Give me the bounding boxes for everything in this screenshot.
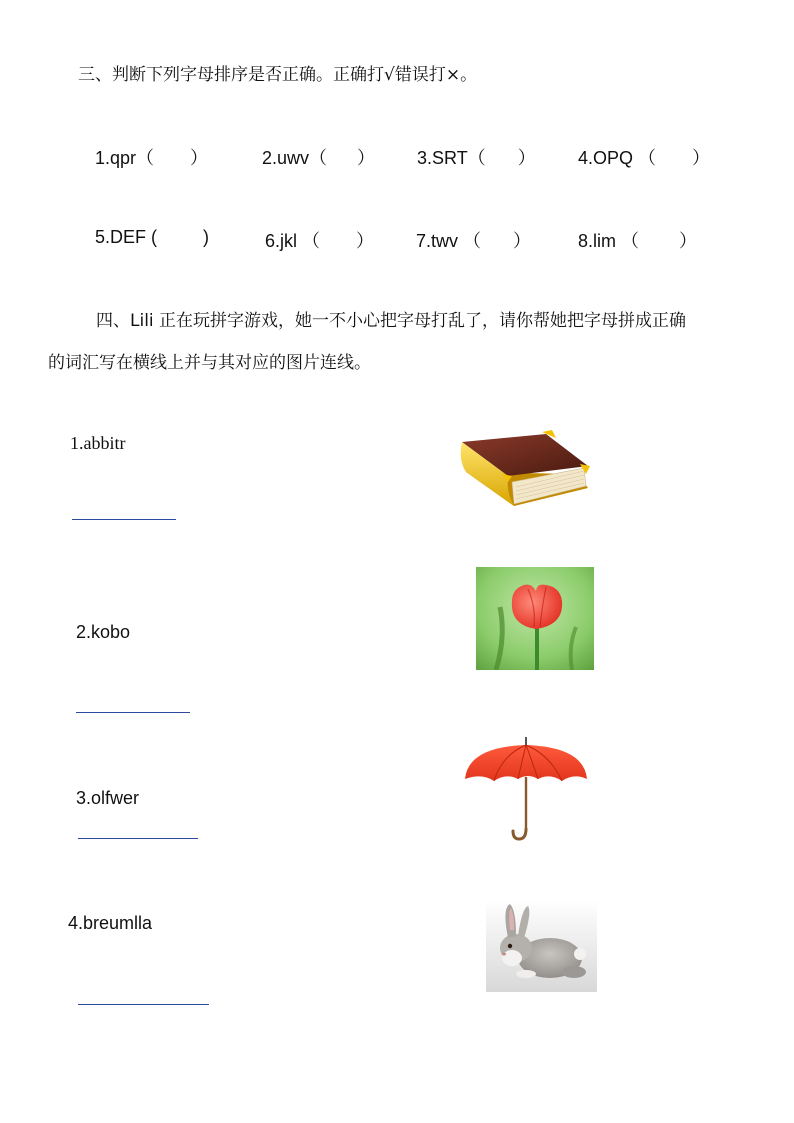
- tulip-icon: [476, 567, 594, 670]
- scrambled-word-3: 3.olfwer: [76, 788, 140, 808]
- scrambled-word-4: 4.breumlla: [68, 913, 153, 933]
- umbrella-icon: [462, 735, 594, 841]
- tulip-flower-image[interactable]: [476, 567, 594, 670]
- question-6: [265, 227, 374, 253]
- question-6-label: 6.jkl （: [265, 231, 321, 251]
- question-1: [95, 144, 208, 170]
- question-4-close: ）: [692, 148, 711, 168]
- umbrella-image[interactable]: [462, 735, 594, 841]
- rabbit-icon: [486, 900, 597, 992]
- question-5: [95, 227, 209, 248]
- question-3: [417, 144, 536, 170]
- scrambled-word-2: 2.kobo: [76, 622, 131, 642]
- question-2-label: 2.uwv（: [262, 148, 328, 168]
- question-3-close: ）: [517, 148, 536, 168]
- answer-line-2[interactable]: [76, 712, 190, 713]
- question-7-label: 7.twv （: [416, 231, 482, 251]
- question-8-label: 8.lim （: [578, 231, 640, 251]
- question-3-label: 3.SRT（: [417, 148, 486, 168]
- question-5-label: 5.DEF (: [95, 227, 158, 247]
- question-8: [578, 227, 697, 253]
- question-7-close: ）: [513, 231, 532, 251]
- answer-line-4[interactable]: [78, 1004, 209, 1005]
- rabbit-image[interactable]: [486, 900, 597, 992]
- section-4-heading-line-1: 四、Lili 正在玩拼字游戏，她一不小心把字母打乱了，请你帮她把字母拼成正确: [96, 311, 687, 331]
- question-5-close: ): [203, 227, 210, 247]
- question-1-close: ）: [190, 148, 209, 168]
- question-6-close: ）: [356, 231, 375, 251]
- question-1-label: 1.qpr（: [95, 148, 155, 168]
- question-2-close: ）: [357, 148, 376, 168]
- book-icon: [456, 424, 592, 510]
- answer-line-3[interactable]: [78, 838, 198, 839]
- question-7: [416, 227, 531, 253]
- book-image[interactable]: [456, 424, 592, 510]
- scrambled-word-1: 1.abbitr: [70, 433, 126, 453]
- question-4: [578, 144, 710, 170]
- question-8-close: ）: [679, 231, 698, 251]
- section-3-heading: 三、判断下列字母排序是否正确。正确打√错误打×。: [78, 65, 478, 85]
- answer-line-1[interactable]: [72, 519, 176, 520]
- question-2: [262, 144, 375, 170]
- question-4-label: 4.OPQ （: [578, 148, 657, 168]
- section-4-heading-line-2: 的词汇写在横线上并与其对应的图片连线。: [48, 353, 371, 373]
